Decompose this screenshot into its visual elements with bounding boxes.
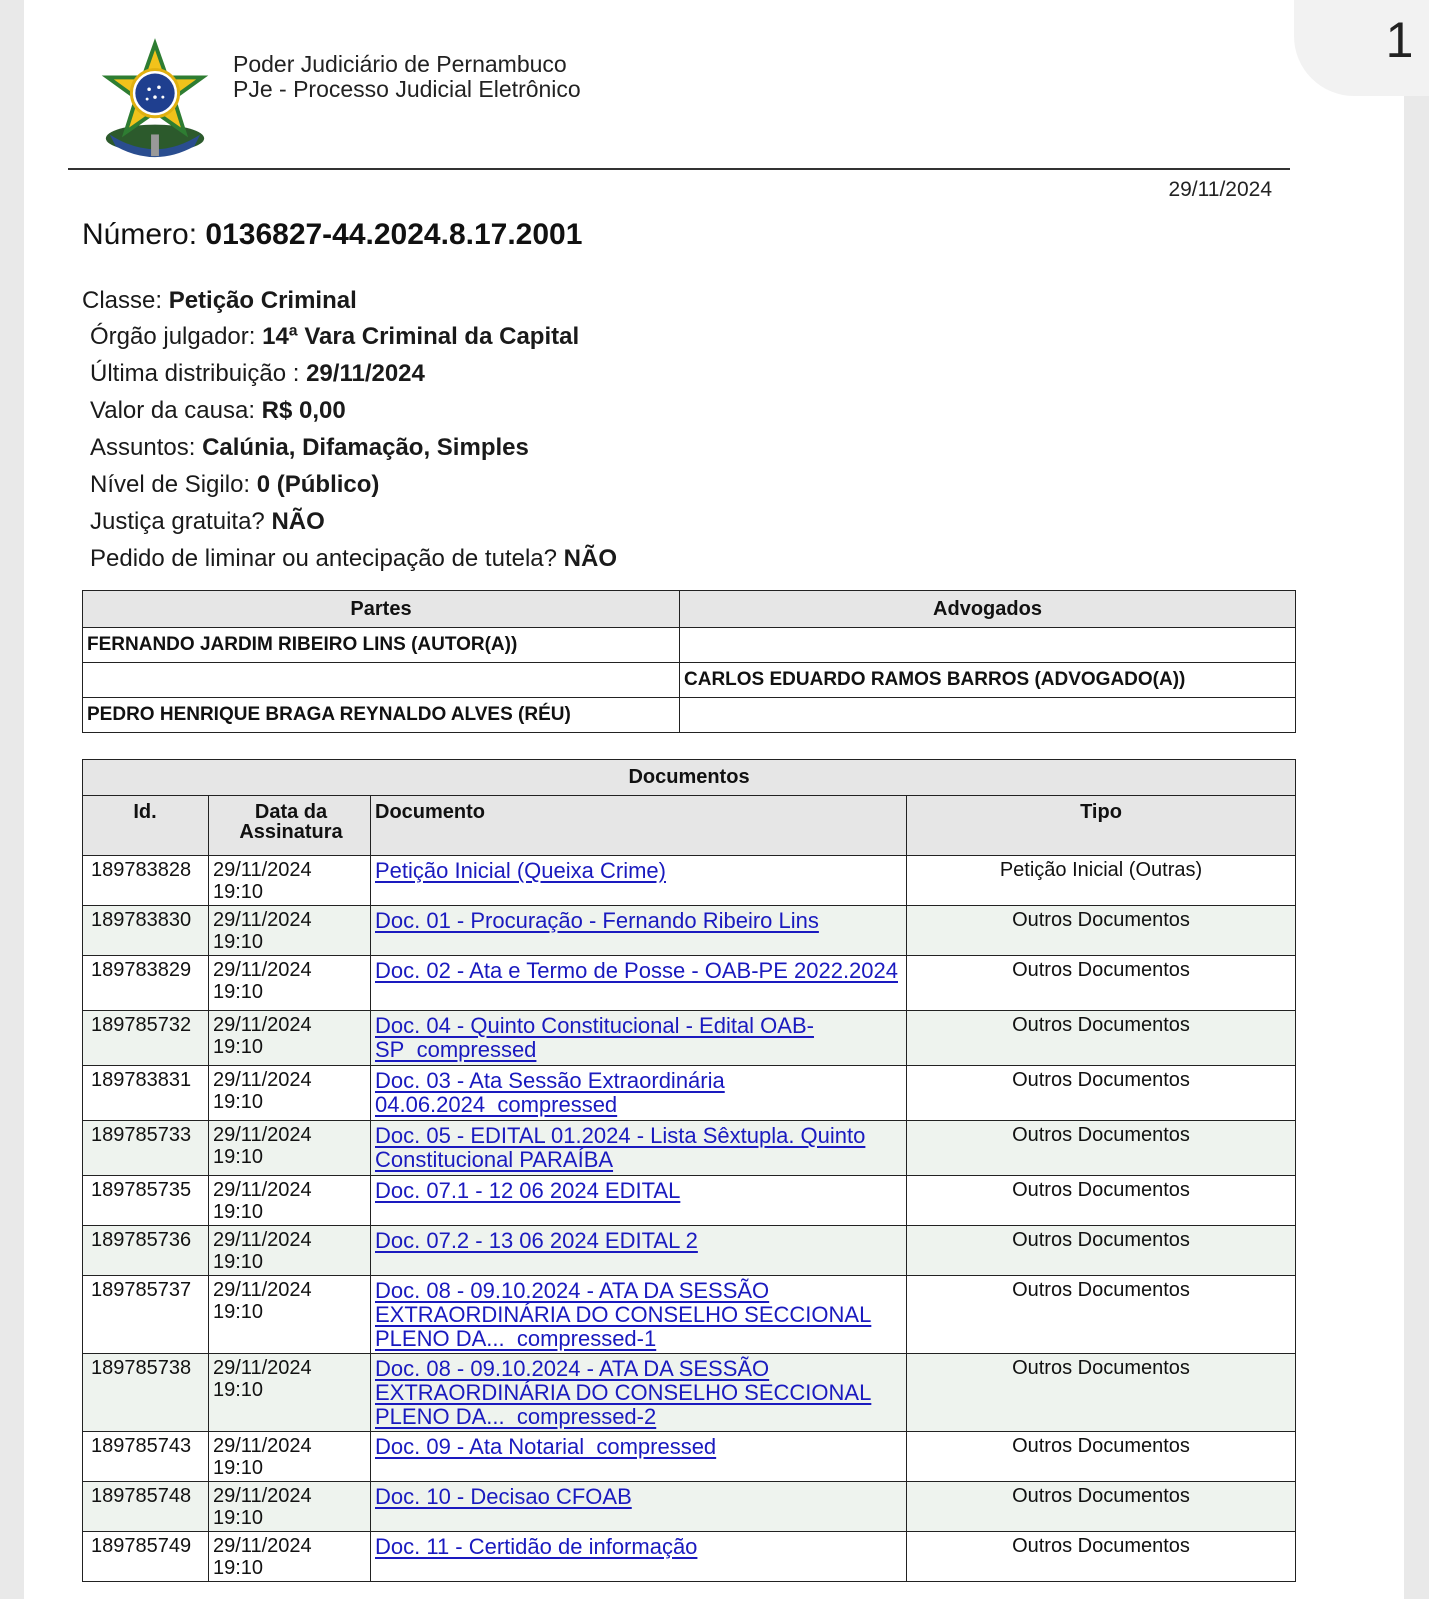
signature-date: 29/11/2024 (213, 1279, 312, 1301)
document-link[interactable]: Doc. 04 - Quinto Constitucional - Edital OAB-SP_compressed (375, 1013, 814, 1062)
document-id: 189785749 (83, 1532, 209, 1582)
document-type: Outros Documentos (907, 1011, 1296, 1066)
document-type: Outros Documentos (907, 1432, 1296, 1482)
field-assuntos: Assuntos: Calúnia, Difamação, Simples (90, 434, 529, 461)
document-date: 29/11/2024 (1168, 178, 1272, 201)
document-id: 189783829 (83, 956, 209, 1011)
document-cell (371, 1276, 907, 1354)
document-id: 189785733 (83, 1121, 209, 1176)
document-row (83, 1011, 1296, 1066)
document-cell (371, 906, 907, 956)
signature-date: 29/11/2024 (213, 1229, 312, 1251)
signature-time: 19:10 (213, 1379, 264, 1401)
signature-time: 19:10 (213, 1507, 264, 1529)
document-signature-date (209, 1276, 371, 1354)
document-signature-date (209, 1432, 371, 1482)
document-id: 189785737 (83, 1276, 209, 1354)
document-link[interactable]: Doc. 10 - Decisao CFOAB (375, 1484, 632, 1509)
document-link[interactable]: Doc. 08 - 09.10.2024 - ATA DA SESSÃO EXTRAORDINÁRIA DO CONSELHO SECCIONAL PLENO DA..._compressed-1 (375, 1278, 872, 1351)
document-cell (371, 1354, 907, 1432)
document-row (83, 856, 1296, 906)
header-divider (68, 168, 1290, 170)
brazil-coat-of-arms-icon (96, 38, 214, 166)
field-justica-gratuita: Justiça gratuita? NÃO (90, 508, 325, 535)
document-type: Outros Documentos (907, 1226, 1296, 1276)
signature-date: 29/11/2024 (213, 1535, 312, 1557)
signature-time: 19:10 (213, 981, 264, 1003)
document-signature-date (209, 1011, 371, 1066)
signature-time: 19:10 (213, 881, 264, 903)
parte-cell: FERNANDO JARDIM RIBEIRO LINS (AUTOR(A)) (83, 628, 680, 663)
document-cell (371, 856, 907, 906)
document-row (83, 1121, 1296, 1176)
id-header: Id. (83, 796, 209, 856)
field-nivel-sigilo: Nível de Sigilo: 0 (Público) (90, 471, 380, 498)
signature-time: 19:10 (213, 1557, 264, 1579)
partes-row (83, 628, 1296, 663)
signature-time: 19:10 (213, 1251, 264, 1273)
signature-time: 19:10 (213, 1091, 264, 1113)
document-signature-date (209, 1354, 371, 1432)
document-id: 189785735 (83, 1176, 209, 1226)
document-type: Outros Documentos (907, 906, 1296, 956)
document-row (83, 1354, 1296, 1432)
documento-header: Documento (371, 796, 907, 856)
document-signature-date (209, 1176, 371, 1226)
document-link[interactable]: Doc. 08 - 09.10.2024 - ATA DA SESSÃO EXTRAORDINÁRIA DO CONSELHO SECCIONAL PLENO DA..._compressed-2 (375, 1356, 872, 1429)
parte-cell: PEDRO HENRIQUE BRAGA REYNALDO ALVES (RÉU) (83, 698, 680, 733)
document-signature-date (209, 1121, 371, 1176)
document-id: 189785743 (83, 1432, 209, 1482)
data-header-line2: Assinatura (239, 821, 343, 843)
document-row (83, 1482, 1296, 1532)
signature-date: 29/11/2024 (213, 1179, 312, 1201)
documentos-caption-row (83, 760, 1296, 796)
document-type: Outros Documentos (907, 1276, 1296, 1354)
document-row (83, 1176, 1296, 1226)
document-cell (371, 1432, 907, 1482)
partes-row (83, 663, 1296, 698)
document-signature-date (209, 906, 371, 956)
advogado-cell (680, 628, 1296, 663)
documentos-table (82, 759, 1296, 1582)
advogado-cell: CARLOS EDUARDO RAMOS BARROS (ADVOGADO(A)) (680, 663, 1296, 698)
document-link[interactable]: Doc. 01 - Procuração - Fernando Ribeiro Lins (375, 908, 819, 933)
field-valor-causa: Valor da causa: R$ 0,00 (90, 397, 346, 424)
documentos-header-row (83, 796, 1296, 856)
document-cell (371, 1532, 907, 1582)
document-id: 189783828 (83, 856, 209, 906)
document-row (83, 956, 1296, 1011)
partes-row (83, 698, 1296, 733)
process-number: Número: 0136827-44.2024.8.17.2001 (82, 218, 583, 251)
page-number-badge: 1 (1294, 0, 1429, 96)
field-ultima-distribuicao: Última distribuição : 29/11/2024 (90, 360, 425, 387)
document-cell (371, 1066, 907, 1121)
signature-date: 29/11/2024 (213, 1014, 312, 1036)
court-header (233, 52, 581, 102)
parte-cell (83, 663, 680, 698)
signature-time: 19:10 (213, 1457, 264, 1479)
court-name: Poder Judiciário de Pernambuco (233, 51, 567, 77)
document-row (83, 1276, 1296, 1354)
data-header-line1: Data da (254, 801, 328, 823)
signature-date: 29/11/2024 (213, 859, 312, 881)
document-cell (371, 1176, 907, 1226)
document-id: 189783830 (83, 906, 209, 956)
system-name: PJe - Processo Judicial Eletrônico (233, 76, 581, 102)
signature-date: 29/11/2024 (213, 959, 312, 981)
document-cell (371, 1226, 907, 1276)
document-type: Outros Documentos (907, 1066, 1296, 1121)
document-link[interactable]: Doc. 11 - Certidão de informação (375, 1534, 698, 1559)
partes-table (82, 590, 1296, 733)
document-type: Outros Documentos (907, 1532, 1296, 1582)
document-link[interactable]: Doc. 07.2 - 13 06 2024 EDITAL 2 (375, 1228, 698, 1253)
document-signature-date (209, 1066, 371, 1121)
partes-header-row (83, 591, 1296, 628)
field-pedido-liminar: Pedido de liminar ou antecipação de tutela? NÃO (90, 545, 618, 572)
partes-header: Partes (83, 591, 680, 628)
document-row (83, 1226, 1296, 1276)
document-signature-date (209, 1532, 371, 1582)
signature-date: 29/11/2024 (213, 1069, 312, 1091)
document-id: 189785732 (83, 1011, 209, 1066)
document-id: 189783831 (83, 1066, 209, 1121)
document-signature-date (209, 1482, 371, 1532)
tipo-header: Tipo (907, 796, 1296, 856)
document-cell (371, 1011, 907, 1066)
document-id: 189785736 (83, 1226, 209, 1276)
document-link[interactable]: Doc. 05 - EDITAL 01.2024 - Lista Sêxtupla. Quinto Constitucional PARAÍBA (375, 1123, 866, 1172)
document-link[interactable]: Doc. 03 - Ata Sessão Extraordinária 04.06.2024_compressed (375, 1068, 725, 1117)
document-signature-date (209, 1226, 371, 1276)
signature-time: 19:10 (213, 931, 264, 953)
documentos-caption: Documentos (83, 760, 1296, 796)
signature-time: 19:10 (213, 1201, 264, 1223)
document-link[interactable]: Doc. 09 - Ata Notarial_compressed (375, 1434, 717, 1459)
document-type: Outros Documentos (907, 1176, 1296, 1226)
field-orgao-julgador: Órgão julgador: 14ª Vara Criminal da Capital (90, 323, 580, 350)
signature-time: 19:10 (213, 1146, 264, 1168)
signature-date: 29/11/2024 (213, 909, 312, 931)
field-classe: Classe: Petição Criminal (82, 287, 357, 314)
document-link[interactable]: Doc. 02 - Ata e Termo de Posse - OAB-PE 2022.2024 (375, 958, 898, 983)
document-cell (371, 1121, 907, 1176)
data-assinatura-header (209, 796, 371, 856)
document-row (83, 1532, 1296, 1582)
document-type: Outros Documentos (907, 1482, 1296, 1532)
document-row (83, 906, 1296, 956)
advogados-header: Advogados (680, 591, 1296, 628)
document-link[interactable]: Petição Inicial (Queixa Crime) (375, 858, 666, 883)
signature-date: 29/11/2024 (213, 1485, 312, 1507)
document-type: Outros Documentos (907, 956, 1296, 1011)
document-row (83, 1066, 1296, 1121)
document-id: 189785738 (83, 1354, 209, 1432)
document-signature-date (209, 856, 371, 906)
document-cell (371, 956, 907, 1011)
document-link[interactable]: Doc. 07.1 - 12 06 2024 EDITAL (375, 1178, 681, 1203)
document-type: Petição Inicial (Outras) (907, 856, 1296, 906)
signature-date: 29/11/2024 (213, 1124, 312, 1146)
document-cell (371, 1482, 907, 1532)
signature-time: 19:10 (213, 1301, 264, 1323)
document-type: Outros Documentos (907, 1121, 1296, 1176)
document-signature-date (209, 956, 371, 1011)
signature-date: 29/11/2024 (213, 1435, 312, 1457)
document-type: Outros Documentos (907, 1354, 1296, 1432)
advogado-cell (680, 698, 1296, 733)
document-row (83, 1432, 1296, 1482)
signature-time: 19:10 (213, 1036, 264, 1058)
signature-date: 29/11/2024 (213, 1357, 312, 1379)
document-id: 189785748 (83, 1482, 209, 1532)
